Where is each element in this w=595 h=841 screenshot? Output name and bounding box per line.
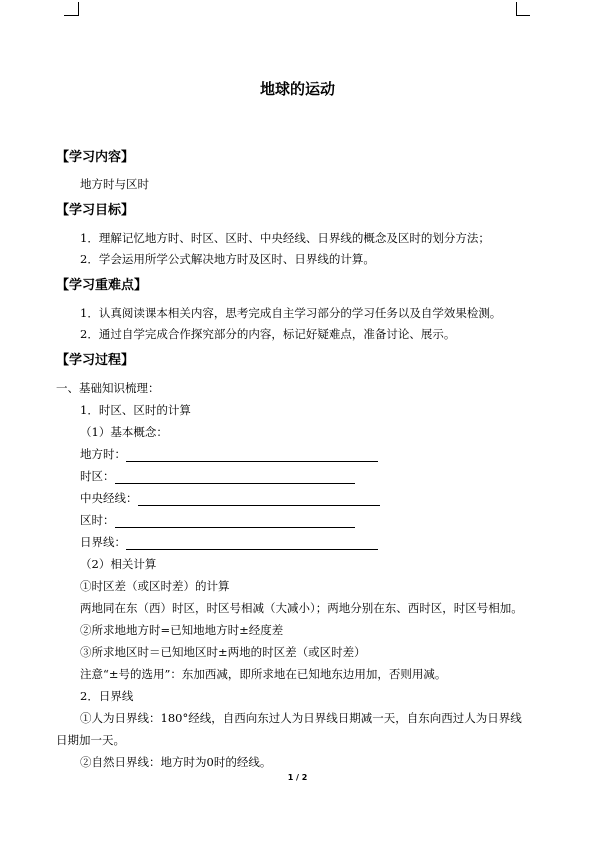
date-line-1b: 日期加一天。 — [56, 733, 125, 747]
calc1-label: ①时区差（或区时差）的计算 — [80, 579, 230, 593]
heading-content: 【学习内容】 — [56, 150, 135, 165]
key-point-item-2: 2．通过自学完成合作探究部分的内容，标记好疑难点，准备讨论、展示。 — [80, 327, 456, 341]
answer-blank[interactable] — [115, 515, 355, 528]
date-line-1a: ①人为日界线：180°经线，自西向东过人为日界线日期减一天，自东向西过人为日界线 — [80, 711, 522, 725]
key-point-item-1: 1．认真阅读课本相关内容，思考完成自主学习部分的学习任务以及自学效果检测。 — [80, 306, 502, 320]
field-label: 时区： — [80, 469, 115, 483]
answer-blank[interactable] — [126, 537, 378, 550]
field-local-time — [80, 446, 378, 462]
sub1-2-label: （2）相关计算 — [80, 557, 157, 571]
crop-mark-top-left-v — [78, 2, 79, 16]
answer-blank[interactable] — [126, 449, 378, 462]
field-label: 中央经线： — [80, 491, 138, 505]
part1-label: 一、基础知识梳理： — [56, 381, 160, 395]
crop-mark-top-right-v — [516, 2, 517, 16]
sub2-label: 2．日界线 — [80, 689, 134, 703]
note-text: 注意“±号的选用”：东加西减，即所求地在已知地东边用加，否则用减。 — [80, 667, 447, 681]
page-title: 地球的运动 — [259, 80, 335, 98]
sub1-1-label: （1）基本概念： — [80, 425, 168, 439]
field-label: 区时： — [80, 513, 115, 527]
sub1-label: 1．时区、区时的计算 — [80, 403, 191, 417]
heading-goals: 【学习目标】 — [56, 203, 135, 218]
content-text: 地方时与区时 — [80, 177, 149, 191]
answer-blank[interactable] — [115, 471, 355, 484]
calc2-text: ②所求地地方时=已知地地方时±经度差 — [80, 623, 284, 637]
goal-item-1: 1．理解记忆地方时、时区、区时、中央经线、日界线的概念及区时的划分方法； — [80, 231, 490, 245]
field-central-meridian — [80, 490, 380, 506]
field-label: 日界线： — [80, 535, 126, 549]
page-number: 1 / 2 — [287, 773, 308, 782]
field-time-zone — [80, 468, 355, 484]
field-label: 地方时： — [80, 447, 126, 461]
crop-mark-top-right-h — [516, 15, 530, 16]
heading-process: 【学习过程】 — [56, 353, 135, 368]
heading-key-points: 【学习重难点】 — [56, 278, 148, 293]
date-line-2: ②自然日界线：地方时为0时的经线。 — [80, 755, 272, 769]
goal-item-2: 2．学会运用所学公式解决地方时及区时、日界线的计算。 — [80, 252, 375, 266]
field-zone-time — [80, 512, 355, 528]
calc1-text: 两地同在东（西）时区，时区号相减（大减小）；两地分别在东、西时区，时区号相加。 — [80, 601, 523, 615]
answer-blank[interactable] — [138, 493, 380, 506]
field-date-line — [80, 534, 378, 550]
crop-mark-top-left-h — [64, 15, 78, 16]
calc3-text: ③所求地区时＝已知地区时±两地的时区差（或区时差） — [80, 645, 366, 659]
